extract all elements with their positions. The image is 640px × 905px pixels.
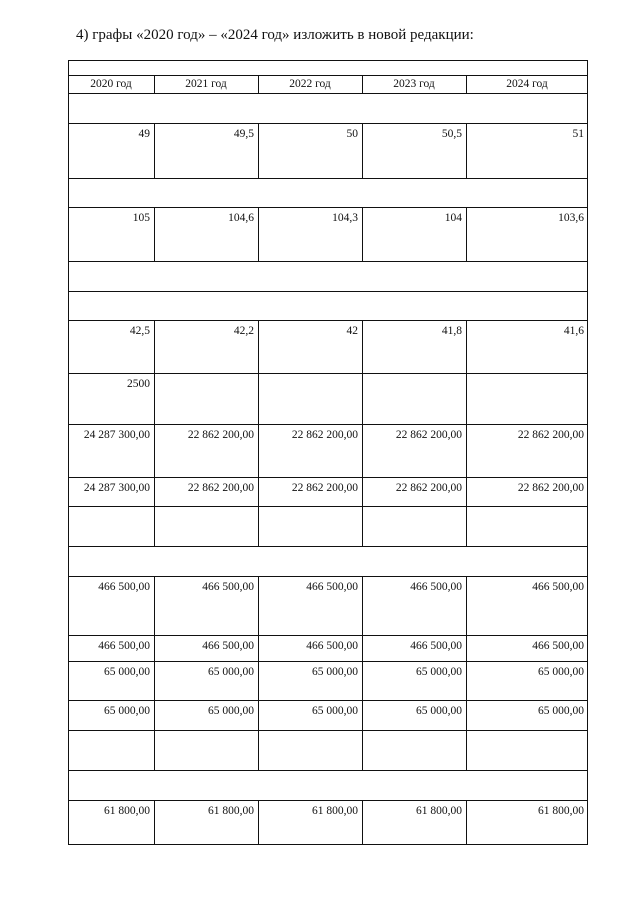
cell-divider <box>466 477 467 506</box>
table-cell: 65 000,00 <box>538 705 584 717</box>
table-cell: 466 500,00 <box>306 640 358 652</box>
cell-divider <box>466 373 467 424</box>
cell-divider <box>154 207 155 261</box>
row-rule <box>68 261 588 262</box>
table-cell: 24 287 300,00 <box>83 429 150 441</box>
table-cell: 65 000,00 <box>312 705 358 717</box>
table-cell: 466 500,00 <box>410 640 462 652</box>
table-cell: 466 500,00 <box>98 581 150 593</box>
cell-divider <box>258 661 259 700</box>
cell-divider <box>362 800 363 845</box>
row-rule <box>68 770 588 771</box>
table-cell: 105 <box>132 212 150 224</box>
table-cell: 65 000,00 <box>104 666 150 678</box>
cell-divider <box>258 320 259 373</box>
cell-divider <box>466 506 467 546</box>
table-cell: 42,5 <box>129 325 150 337</box>
cell-divider <box>362 700 363 730</box>
cell-divider <box>258 800 259 845</box>
row-rule <box>68 93 588 94</box>
table-cell: 466 500,00 <box>306 581 358 593</box>
table-cell: 466 500,00 <box>532 640 584 652</box>
row-rule <box>68 635 588 636</box>
cell-divider <box>362 661 363 700</box>
table-cell: 22 862 200,00 <box>187 482 254 494</box>
table-cell: 22 862 200,00 <box>517 429 584 441</box>
cell-divider <box>154 123 155 178</box>
table-cell: 65 000,00 <box>208 666 254 678</box>
cell-divider <box>258 576 259 635</box>
cell-divider <box>466 424 467 477</box>
table-cell: 65 000,00 <box>208 705 254 717</box>
table-cell: 49 <box>138 128 150 140</box>
row-rule <box>68 800 588 801</box>
cell-divider <box>258 700 259 730</box>
cell-divider <box>362 373 363 424</box>
column-header: 2020 год <box>90 78 132 90</box>
amendment-heading: 4) графы «2020 год» – «2024 год» изложить в новой редакции: <box>76 27 474 43</box>
row-rule <box>68 730 588 731</box>
table-cell: 41,8 <box>441 325 462 337</box>
row-rule <box>68 123 588 124</box>
table-cell: 22 862 200,00 <box>517 482 584 494</box>
cell-divider <box>466 576 467 635</box>
cell-divider <box>362 635 363 661</box>
cell-divider <box>362 730 363 770</box>
cell-divider <box>466 207 467 261</box>
table-top-rule <box>68 60 588 61</box>
table-cell: 466 500,00 <box>532 581 584 593</box>
table-cell: 22 862 200,00 <box>395 429 462 441</box>
table-cell: 22 862 200,00 <box>395 482 462 494</box>
row-rule <box>68 424 588 425</box>
row-rule <box>68 477 588 478</box>
cell-divider <box>154 373 155 424</box>
cell-divider <box>154 320 155 373</box>
cell-divider <box>258 424 259 477</box>
cell-divider <box>362 320 363 373</box>
column-header: 2024 год <box>506 78 548 90</box>
cell-divider <box>154 576 155 635</box>
cell-divider <box>154 661 155 700</box>
cell-divider <box>466 730 467 770</box>
table-cell: 104,6 <box>228 212 254 224</box>
cell-divider <box>154 424 155 477</box>
cell-divider <box>466 320 467 373</box>
cell-divider <box>466 635 467 661</box>
cell-divider <box>362 477 363 506</box>
table-cell: 65 000,00 <box>538 666 584 678</box>
table-cell: 22 862 200,00 <box>187 429 254 441</box>
table-cell: 65 000,00 <box>416 666 462 678</box>
cell-divider <box>154 477 155 506</box>
row-rule <box>68 373 588 374</box>
table-cell: 49,5 <box>233 128 254 140</box>
cell-divider <box>362 123 363 178</box>
table-cell: 103,6 <box>558 212 584 224</box>
table-cell: 50,5 <box>441 128 462 140</box>
table-cell: 65 000,00 <box>416 705 462 717</box>
cell-divider <box>258 123 259 178</box>
table-cell: 466 500,00 <box>202 640 254 652</box>
table-cell: 65 000,00 <box>312 666 358 678</box>
table-cell: 61 800,00 <box>416 805 462 817</box>
cell-divider <box>466 661 467 700</box>
cell-divider <box>258 477 259 506</box>
table-cell: 466 500,00 <box>98 640 150 652</box>
cell-divider <box>362 506 363 546</box>
table-cell: 104 <box>444 212 462 224</box>
cell-divider <box>258 373 259 424</box>
table-cell: 24 287 300,00 <box>83 482 150 494</box>
table-cell: 2500 <box>127 378 150 390</box>
table-cell: 50 <box>346 128 358 140</box>
cell-divider <box>154 506 155 546</box>
row-rule <box>68 320 588 321</box>
table-cell: 22 862 200,00 <box>291 482 358 494</box>
cell-divider <box>154 800 155 845</box>
table-cell: 22 862 200,00 <box>291 429 358 441</box>
row-rule <box>68 700 588 701</box>
row-rule <box>68 661 588 662</box>
table-cell: 42,2 <box>233 325 254 337</box>
cell-divider <box>258 207 259 261</box>
cell-divider <box>466 123 467 178</box>
cell-divider <box>154 635 155 661</box>
table-cell: 466 500,00 <box>202 581 254 593</box>
row-rule <box>68 291 588 292</box>
amendment-table <box>68 60 588 845</box>
table-cell: 104,3 <box>332 212 358 224</box>
table-cell: 41,6 <box>563 325 584 337</box>
table-cell: 61 800,00 <box>208 805 254 817</box>
cell-divider <box>362 576 363 635</box>
cell-divider <box>362 207 363 261</box>
row-rule <box>68 576 588 577</box>
table-cell: 466 500,00 <box>410 581 462 593</box>
row-rule <box>68 506 588 507</box>
cell-divider <box>258 635 259 661</box>
column-header: 2023 год <box>393 78 435 90</box>
table-cell: 51 <box>572 128 584 140</box>
cell-divider <box>154 730 155 770</box>
column-header: 2021 год <box>185 78 227 90</box>
cell-divider <box>466 800 467 845</box>
header-top-rule <box>68 75 588 76</box>
table-bottom-rule <box>68 844 588 845</box>
column-header: 2022 год <box>289 78 331 90</box>
table-cell: 61 800,00 <box>104 805 150 817</box>
cell-divider <box>154 700 155 730</box>
cell-divider <box>258 730 259 770</box>
table-cell: 65 000,00 <box>104 705 150 717</box>
row-rule <box>68 207 588 208</box>
row-rule <box>68 546 588 547</box>
cell-divider <box>466 700 467 730</box>
row-rule <box>68 178 588 179</box>
cell-divider <box>258 506 259 546</box>
cell-divider <box>362 424 363 477</box>
table-cell: 42 <box>346 325 358 337</box>
table-cell: 61 800,00 <box>312 805 358 817</box>
table-cell: 61 800,00 <box>538 805 584 817</box>
